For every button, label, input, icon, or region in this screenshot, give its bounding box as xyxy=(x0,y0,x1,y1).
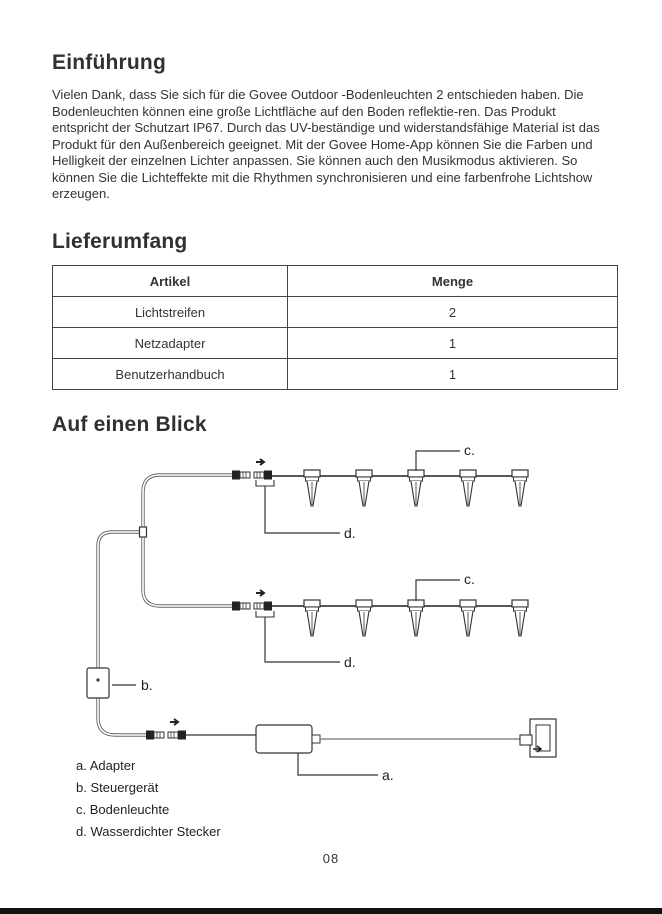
table-cell-quantity: 1 xyxy=(288,359,618,390)
waterproof-plug-bottom xyxy=(232,590,272,611)
callout-d-bottom: d. xyxy=(344,654,356,670)
table-row xyxy=(53,328,618,359)
legend-item: a. Adapter xyxy=(76,758,136,773)
legend-item: b. Steuergerät xyxy=(76,780,159,795)
cable-branch-top xyxy=(143,475,232,532)
ground-light xyxy=(460,470,476,506)
ground-light xyxy=(356,600,372,636)
light-strip-top xyxy=(232,459,528,506)
bottom-rule xyxy=(0,908,662,914)
table-row xyxy=(53,359,618,390)
cable-to-adapter xyxy=(98,696,256,735)
callout-d-top: d. xyxy=(344,525,356,541)
light-strip-bottom xyxy=(232,590,528,636)
ground-light xyxy=(460,600,476,636)
ground-light xyxy=(356,470,372,506)
scope-table xyxy=(52,265,618,390)
wall-socket xyxy=(520,719,556,757)
callout-c-bottom: c. xyxy=(464,571,475,587)
controller xyxy=(87,668,109,698)
diagram-legend xyxy=(76,758,221,846)
table-cell-quantity: 1 xyxy=(288,328,618,359)
scope-heading: Lieferumfang xyxy=(52,230,188,253)
column-header-article: Artikel xyxy=(53,266,288,297)
ground-light xyxy=(304,470,320,506)
table-header-row xyxy=(53,266,618,297)
legend-item: d. Wasserdichter Stecker xyxy=(76,824,221,839)
ground-light xyxy=(408,600,424,636)
ground-light xyxy=(408,470,424,506)
cable-to-controller xyxy=(98,532,143,668)
table-cell-article: Benutzerhandbuch xyxy=(53,359,288,390)
callout-c-top: c. xyxy=(464,442,475,458)
table-cell-quantity: 2 xyxy=(288,297,618,328)
table-cell-article: Lichtstreifen xyxy=(53,297,288,328)
y-splitter xyxy=(140,527,147,537)
intro-paragraph: Vielen Dank, dass Sie sich für die Govee Outdoor -Bodenleuchten 2 entschieden haben. Die Bodenleuchten können eine große Lichtfläche auf den Boden reflektie-ren. Das Produkt entspricht der Schutzart IP67. Durch das UV-beständige und widerstandsfähige Material ist das Produkt für den Außenbereich geeignet. Mit der Govee Home-App können Sie die Farben und Helligkeit der einzelnen Lichter anpassen. Sie können auch den Musikmodus aktivieren. So können Sie die Lichteffekte mit die Rhythmen synchronisieren und eine farbenfrohe Lichtshow erzeugen. xyxy=(52,87,600,201)
table-cell-article: Netzadapter xyxy=(53,328,288,359)
waterproof-plug-adapter xyxy=(146,719,186,740)
waterproof-plug-top xyxy=(232,459,272,480)
page-number: 08 xyxy=(322,851,340,866)
column-header-quantity: Menge xyxy=(288,266,618,297)
ground-light xyxy=(304,600,320,636)
table-row xyxy=(53,297,618,328)
glance-heading: Auf einen Blick xyxy=(52,413,207,436)
callout-a: a. xyxy=(382,767,394,783)
ground-light xyxy=(512,470,528,506)
intro-heading: Einführung xyxy=(52,51,166,74)
cable-branch-bottom xyxy=(143,532,232,606)
power-adapter xyxy=(256,725,522,753)
ground-light xyxy=(512,600,528,636)
legend-item: c. Bodenleuchte xyxy=(76,802,170,817)
callout-b: b. xyxy=(141,677,153,693)
